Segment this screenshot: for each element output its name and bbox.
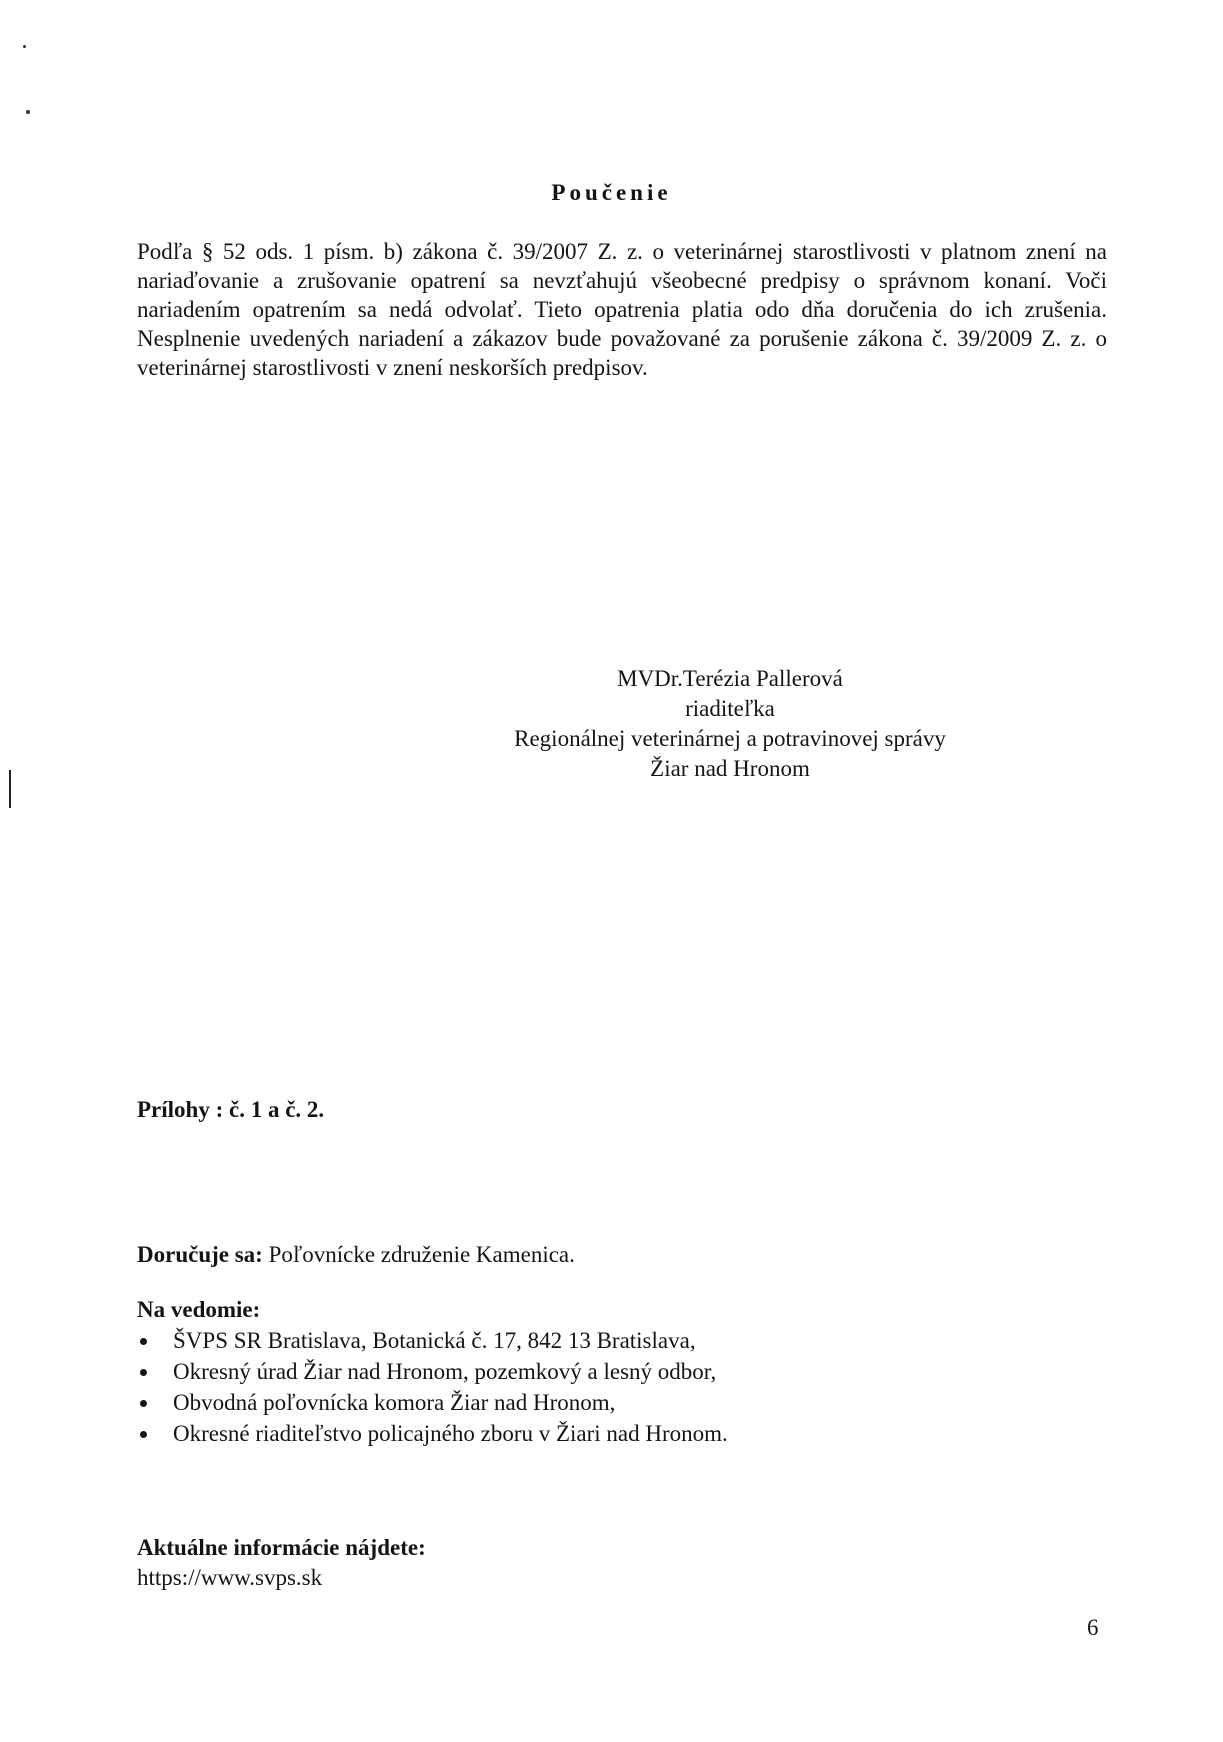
info-title: Aktuálne informácie nájdete:	[137, 1535, 426, 1560]
cc-item-text: Okresné riaditeľstvo policajného zboru v Žiari nad Hronom.	[173, 1421, 728, 1446]
scan-speck	[26, 110, 30, 114]
cc-section	[137, 1295, 728, 1449]
bullet-icon	[140, 1369, 147, 1376]
cc-title: Na vedomie:	[137, 1297, 261, 1322]
signatory-name: MVDr.Terézia Pallerová	[617, 666, 843, 691]
signatory-city: Žiar nad Hronom	[650, 756, 810, 781]
signatory-organization: Regionálnej veterinárnej a potravinovej správy	[514, 726, 946, 751]
document-heading: Poučenie	[551, 180, 672, 205]
signatory-role: riaditeľka	[685, 696, 775, 721]
bullet-icon	[140, 1431, 147, 1438]
list-item	[137, 1418, 728, 1449]
cc-item-text: ŠVPS SR Bratislava, Botanická č. 17, 842 13 Bratislava,	[173, 1328, 696, 1353]
bullet-icon	[140, 1338, 147, 1345]
scan-edge-mark	[9, 770, 11, 808]
info-section	[137, 1533, 426, 1593]
list-item	[137, 1325, 728, 1356]
delivery-line	[137, 1242, 575, 1268]
page-number: 6	[1087, 1615, 1099, 1640]
info-url[interactable]: https://www.svps.sk	[137, 1565, 323, 1590]
list-item	[137, 1387, 728, 1418]
delivery-label: Doručuje sa:	[137, 1242, 263, 1267]
cc-item-text: Obvodná poľovnícka komora Žiar nad Hronom,	[173, 1390, 616, 1415]
signature-block	[440, 664, 1020, 784]
cc-list	[137, 1325, 728, 1449]
delivery-recipient: Poľovnícke združenie Kamenica.	[262, 1242, 575, 1267]
notice-paragraph: Podľa § 52 ods. 1 písm. b) zákona č. 39/2007 Z. z. o veterinárnej starostlivosti v platnom znení na nariaďovanie a zrušovanie opatrení sa nevzťahujú všeobecné predpisy o správnom konaní. Voči nariadením opatrením sa nedá odvolať. Tieto opatrenia platia odo dňa doručenia do ich zrušenia. Nesplnenie uvedených nariadení a zákazov bude považované za porušenie zákona č. 39/2009 Z. z. o veterinárnej starostlivosti v znení neskorších predpisov.	[137, 239, 1107, 380]
attachments-line: Prílohy : č. 1 a č. 2.	[137, 1097, 325, 1122]
cc-item-text: Okresný úrad Žiar nad Hronom, pozemkový a lesný odbor,	[173, 1359, 717, 1384]
bullet-icon	[140, 1400, 147, 1407]
list-item	[137, 1356, 728, 1387]
scan-speck	[23, 45, 26, 48]
